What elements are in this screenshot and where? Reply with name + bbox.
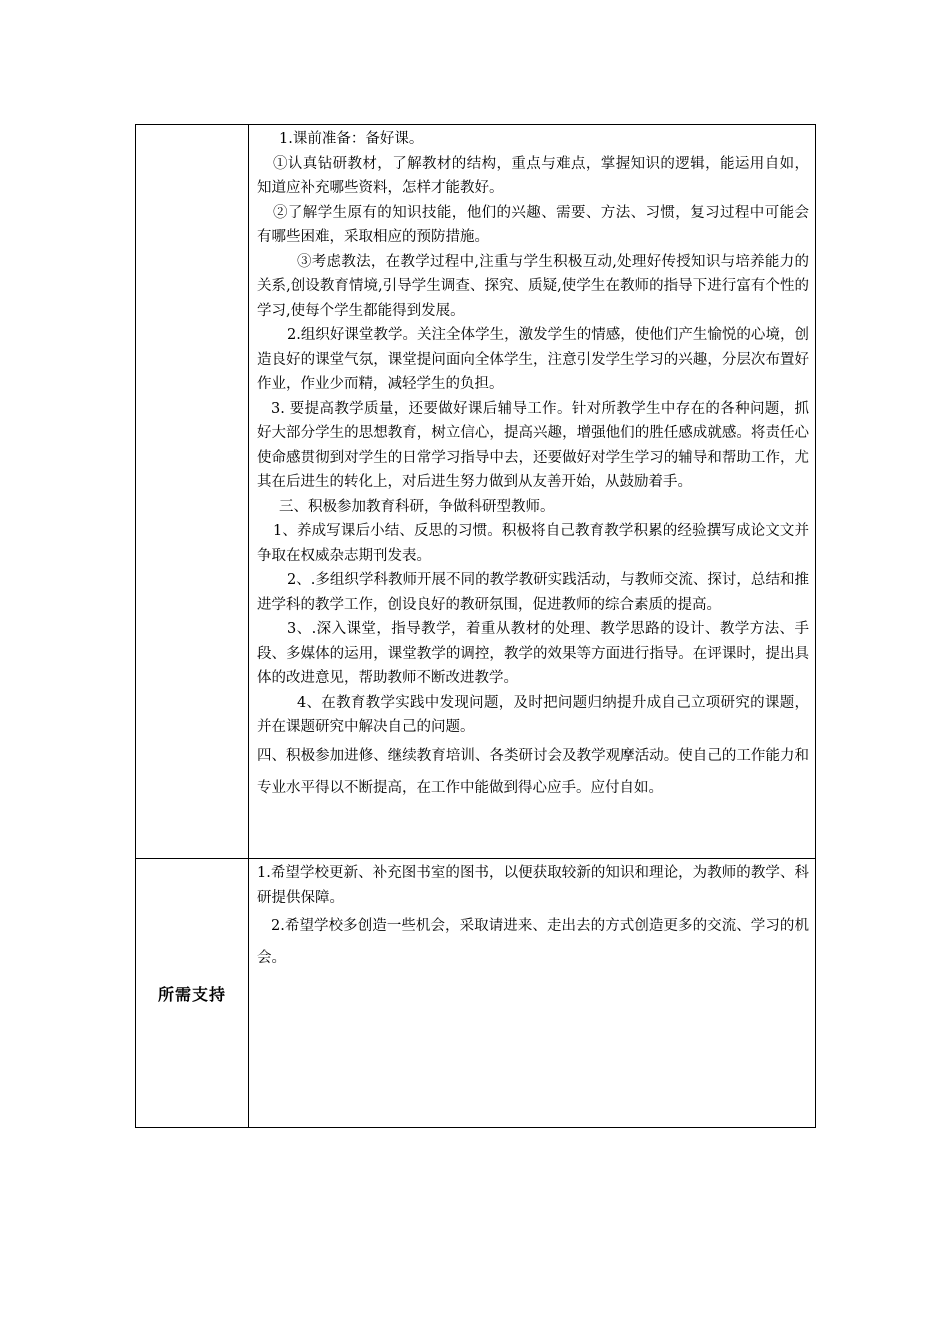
plan-paragraph: 3. 要提高教学质量，还要做好课后辅导工作。针对所教学生中存在的各种问题，抓好大部分学生的思想教育，树立信心，提高兴趣，增强他们的胜任感成就感。将责任心使命感贯彻到对学生的日常学习指导中去，还要做好对学生学习的辅导和帮助工作，尤其在后进生的转化上，对后进生努力做到从友善开始，从鼓励着手。 xyxy=(257,400,809,490)
plan-paragraph: 2、.多组织学科教师开展不同的教学教研实践活动，与教师交流、探讨，总结和推进学科的教学工作，创设良好的教研氛围，促进教师的综合素质的提高。 xyxy=(257,572,809,613)
plan-paragraph: ①认真钻研教材，了解教材的结构，重点与难点，掌握知识的逻辑，能运用自如，知道应补充哪些资料，怎样才能教好。 xyxy=(257,155,809,196)
support-content-cell xyxy=(249,859,816,1128)
plan-paragraph: 2.组织好课堂教学。关注全体学生，激发学生的情感，使他们产生愉悦的心境，创造良好的课堂气氛，课堂提问面向全体学生，注意引发学生学习的兴趣，分层次布置好作业，作业少而精，减轻学生的负担。 xyxy=(257,327,809,392)
plan-content-cell xyxy=(249,125,816,859)
plan-paragraph: ③考虑教法，在教学过程中,注重与学生积极互动,处理好传授知识与培养能力的关系,创设教育情境,引导学生调查、探究、质疑,使学生在教师的指导下进行富有个性的学习,使每个学生都能得到发展。 xyxy=(257,253,809,319)
plan-paragraph: 3、.深入课堂，指导教学，着重从教材的处理、教学思路的设计、教学方法、手段、多媒体的运用，课堂教学的调控，教学的效果等方面进行指导。在评课时，提出具体的改进意见，帮助教师不断改进教学。 xyxy=(257,621,809,686)
plan-paragraph: 1.课前准备：备好课。 xyxy=(279,131,424,147)
support-paragraph: 1.希望学校更新、补充图书室的图书，以便获取较新的知识和理论，为教师的教学、科研提供保障。 xyxy=(257,865,809,906)
plan-row xyxy=(136,125,816,859)
plan-paragraph: 四、积极参加进修、继续教育培训、各类研讨会及教学观摩活动。使自己的工作能力和专业水平得以不断提高，在工作中能做到得心应手。应付自如。 xyxy=(257,747,809,796)
support-label-cell xyxy=(136,859,249,1128)
plan-paragraph: 1、养成写课后小结、反思的习惯。积极将自己教育教学积累的经验撰写成论文文并争取在权威杂志期刊发表。 xyxy=(257,523,809,564)
plan-table xyxy=(135,124,816,1128)
plan-paragraph: 4、在教育教学实践中发现问题，及时把问题归纳提升成自己立项研究的课题，并在课题研究中解决自己的问题。 xyxy=(257,694,809,735)
support-row xyxy=(136,859,816,1128)
support-label: 所需支持 xyxy=(157,984,226,1004)
plan-paragraph: ②了解学生原有的知识技能，他们的兴趣、需要、方法、习惯，复习过程中可能会有哪些困难，采取相应的预防措施。 xyxy=(257,204,809,245)
support-paragraph: 2.希望学校多创造一些机会，采取请进来、走出去的方式创造更多的交流、学习的机会。 xyxy=(257,918,809,966)
plan-paragraph: 三、积极参加教育科研，争做科研型教师。 xyxy=(279,498,555,515)
plan-label-cell xyxy=(136,125,249,859)
